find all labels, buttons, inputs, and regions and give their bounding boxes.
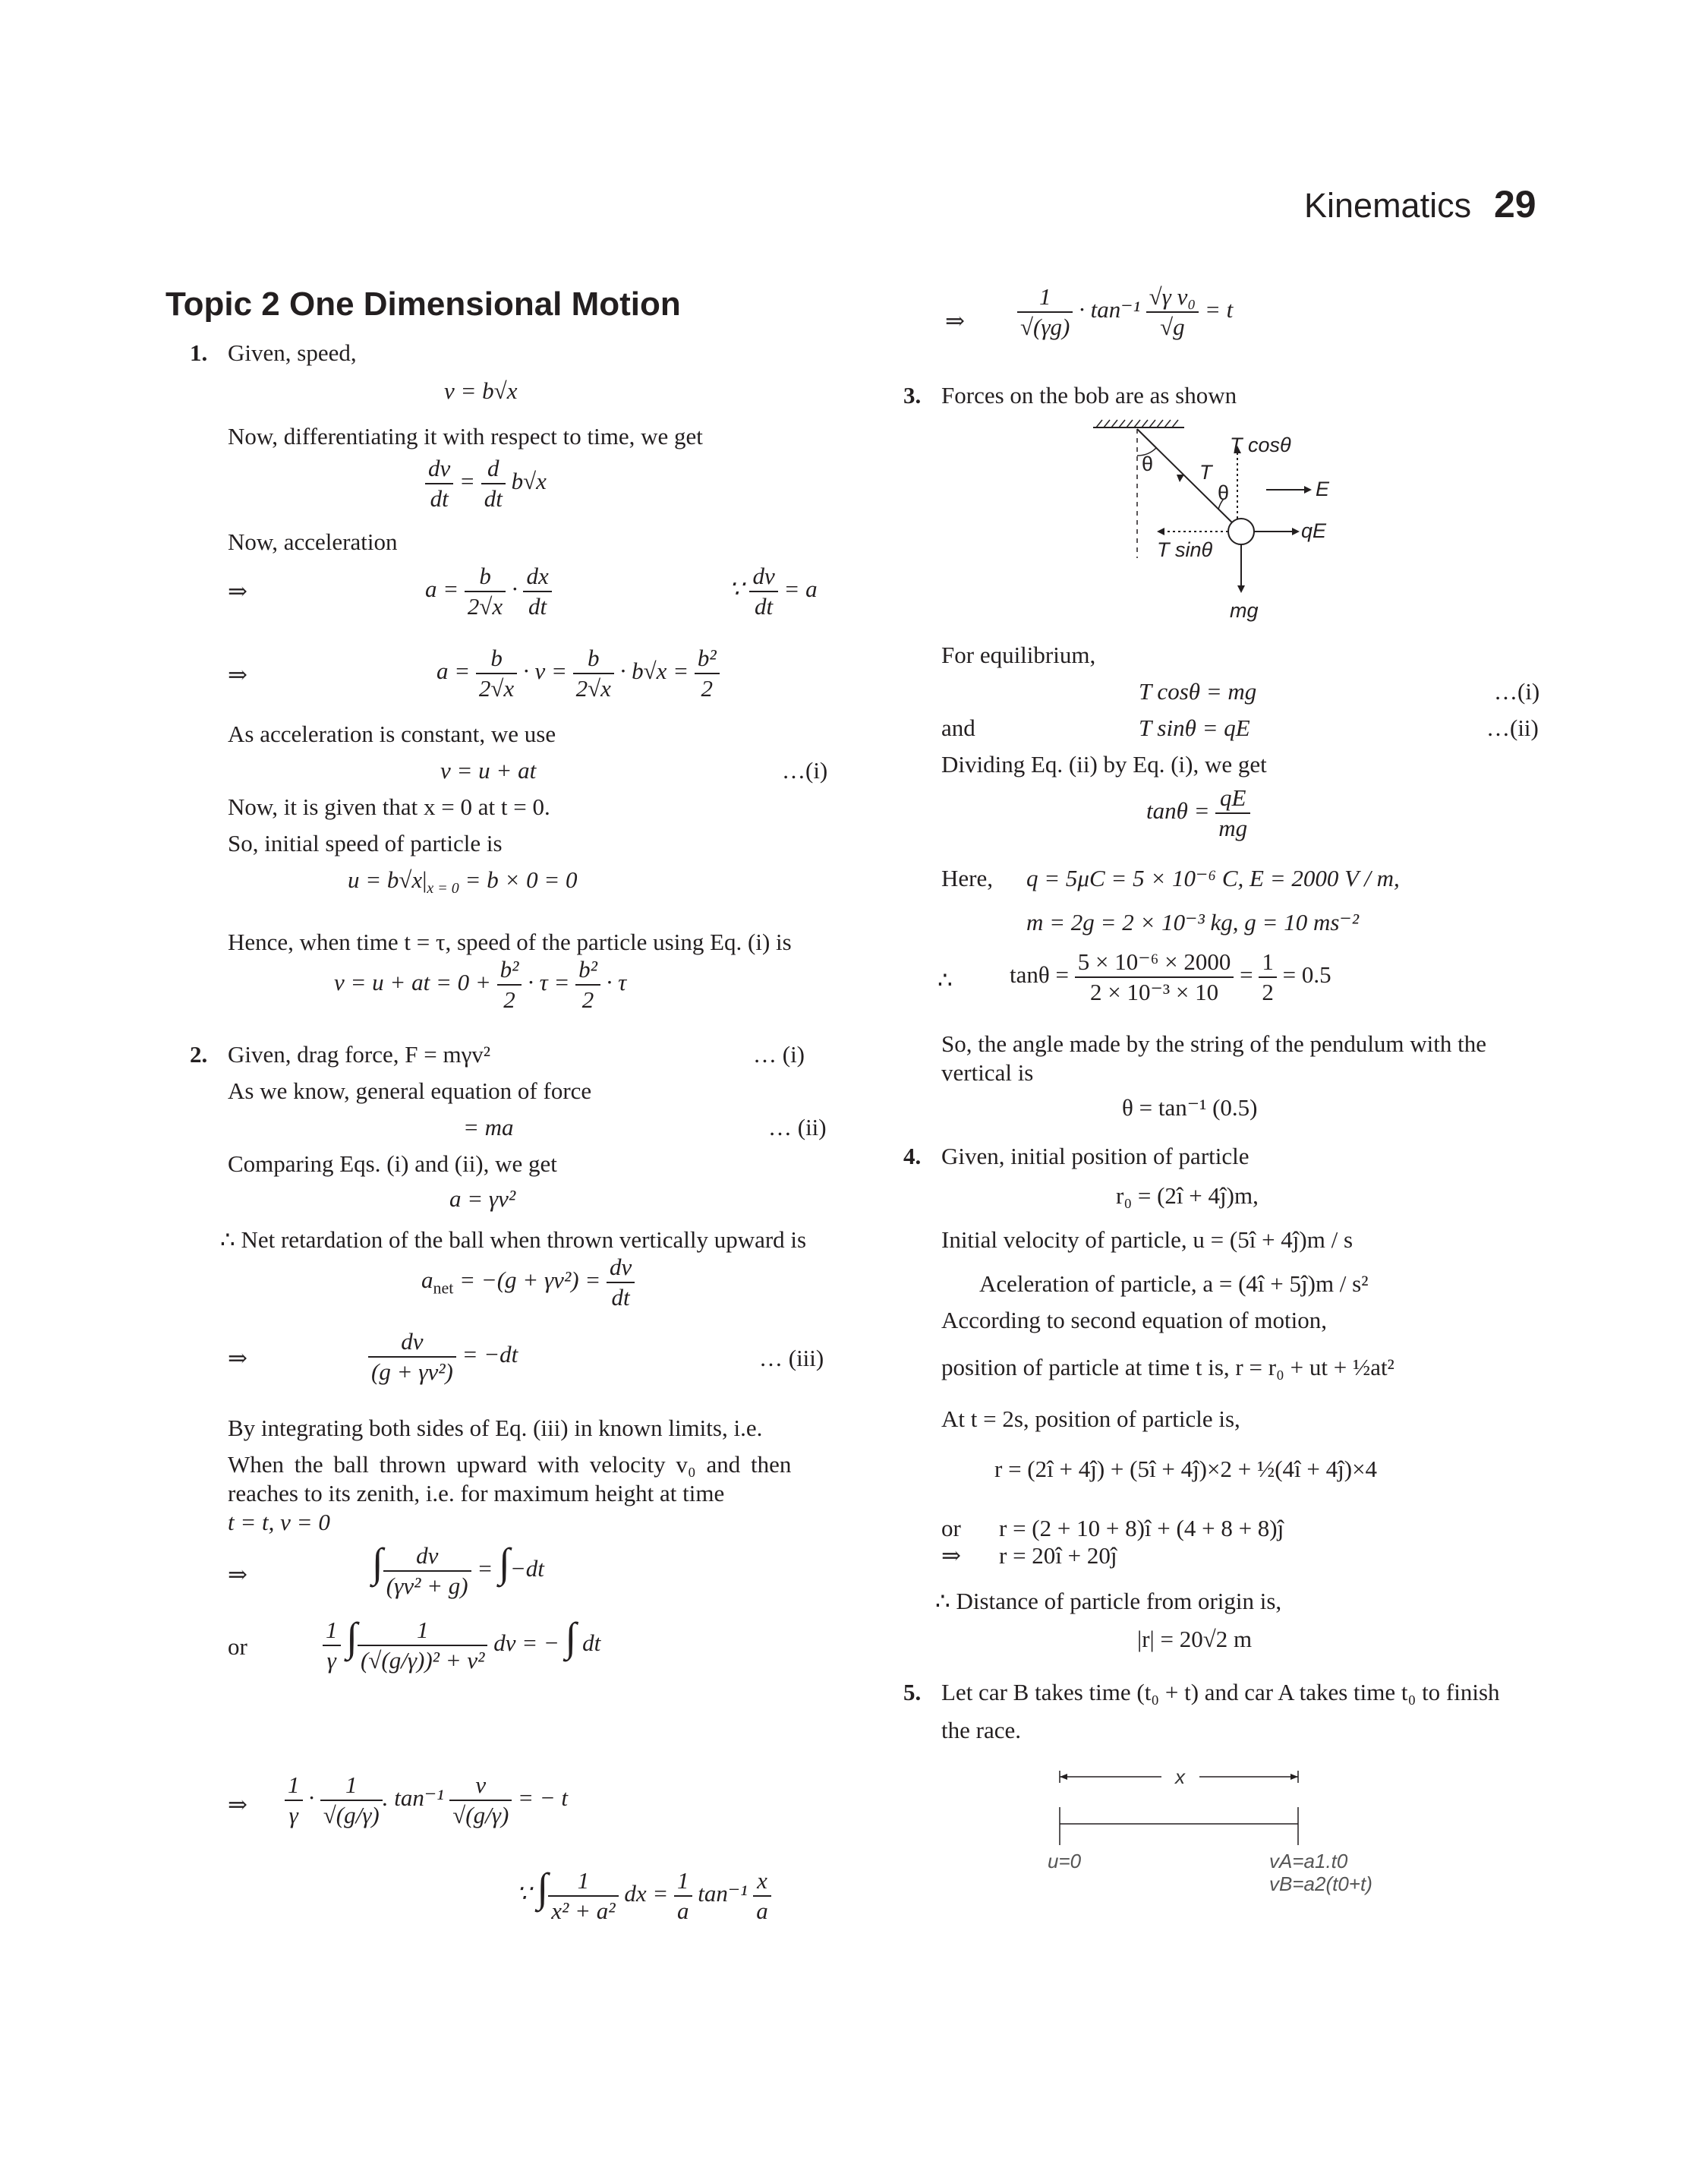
q1-eq-a1-reason: ∵ $\frac{dv}{dt}$ = a [729, 563, 818, 620]
q3-here-label: Here, [941, 865, 993, 891]
q2-intro-tag: … (i) [753, 1041, 805, 1068]
q2-intro: Given, drag force, F = mγv² [228, 1041, 491, 1068]
q1-eq-v-tag: …(i) [782, 757, 828, 784]
implies-symbol: ⇒ [228, 661, 247, 688]
implies-symbol: ⇒ [228, 1345, 247, 1371]
q2-know-text: As we know, general equation of force [228, 1077, 592, 1104]
page-number: 29 [1494, 183, 1536, 226]
pendulum-diagram [1078, 414, 1382, 626]
q5-text-1: Let car B takes time (t₀ + t) and car A takes time t₀ to finish [941, 1679, 1500, 1705]
diagram-label-qe: qE [1301, 519, 1327, 542]
q2-or-label: or [228, 1633, 247, 1660]
q1-const-text: As acceleration is constant, we use [228, 721, 556, 747]
q1-diff-text: Now, differentiating it with respect to time, we get [228, 423, 703, 450]
q1-init-text: So, initial speed of particle is [228, 830, 503, 856]
q2-integrate-text: By integrating both sides of Eq. (iii) in known limits, i.e. [228, 1415, 763, 1441]
diagram-label-tcos: T cosθ [1230, 434, 1291, 456]
diagram-label-theta-top: θ [1142, 453, 1154, 475]
implies-symbol: ⇒ [228, 1561, 247, 1588]
implies-symbol: ⇒ [945, 308, 965, 334]
topic-heading: Topic 2 One Dimensional Motion [165, 285, 681, 323]
q1-number: 1. [190, 339, 208, 366]
q4-vel-text: Initial velocity of particle, u = (5î + 4ĵ)m / s [941, 1226, 1353, 1253]
q3-eq1: T cosθ = mg [1139, 678, 1257, 705]
q2-eq-tan: $\frac{1}{\gamma}$ · $\frac{1}{√(g/\gamma)}$ . tan⁻¹ $\frac{v}{√(g/\gamma)}$ = − t [285, 1771, 568, 1830]
q1-given-text: Now, it is given that x = 0 at t = 0. [228, 793, 550, 820]
q2-eq-int2: $\frac{1}{\gamma}$ ∫ $\frac{1}{\text{(√(g/γ))² + v²}}$ dv = − ∫ dt [323, 1616, 600, 1675]
q2-when-text-1: When the ball thrown upward with velocity v₀ and then [228, 1451, 792, 1478]
q4-pos-text: position of particle at time t is, r = r₀ + ut + ½at² [941, 1354, 1394, 1380]
q3-divide-text: Dividing Eq. (ii) by Eq. (i), we get [941, 751, 1267, 778]
q3-eq2: T sinθ = qE [1139, 715, 1250, 741]
q4-at-text: At t = 2s, position of particle is, [941, 1405, 1240, 1432]
q1-accel-text: Now, acceleration [228, 528, 398, 555]
q1-eq-a2: a = $\frac{b}{2√x}$ · v = $\frac{b}{2√x}$ · b√x = $\frac{\text{b²}}{2}$ [436, 644, 720, 703]
q3-eq-calc: tanθ = $\frac{\text{5 × 10⁻⁶ × 2000}}{\text{2 × 10⁻³ × 10}}$ = $\frac{1}{2}$ = 0.5 [1010, 948, 1331, 1005]
q4-implies: ⇒ [941, 1542, 961, 1569]
diagram-label-theta-mid: θ [1218, 481, 1230, 504]
q2-final-eq: $\frac{1}{√(\gamma g)}$ · tan⁻¹ $\frac{\text{√γ v₀}}{√g}$ = t [1017, 282, 1233, 342]
q1-intro: Given, speed, [228, 339, 357, 366]
race-label-va: vA=a1.t0 [1269, 1850, 1348, 1872]
q4-second-text: According to second equation of motion, [941, 1307, 1327, 1333]
race-label-u: u=0 [1048, 1850, 1082, 1872]
q1-eq-final: v = u + at = 0 + $\frac{\text{b²}}{2}$ · τ = $\frac{\text{b²}}{2}$ · τ [334, 956, 627, 1013]
q3-eq-tan: tanθ = $\frac{qE}{mg}$ [1146, 784, 1250, 843]
q4-number: 4. [903, 1143, 922, 1169]
q3-number: 3. [903, 382, 922, 409]
q2-net-text: ∴ Net retardation of the ball when thrown vertically upward is [220, 1226, 807, 1253]
q3-values-2: m = 2g = 2 × 10⁻³ kg, g = 10 ms⁻² [1026, 909, 1360, 935]
q2-number: 2. [190, 1041, 208, 1068]
q4-eq-dist: |r| = 20√2 m [1137, 1626, 1253, 1652]
q4-intro: Given, initial position of particle [941, 1143, 1249, 1169]
race-label-vb: vB=a2(t0+t) [1269, 1872, 1372, 1895]
q3-and-label: and [941, 715, 975, 741]
q3-eq1-tag: …(i) [1494, 678, 1540, 705]
q2-compare-text: Comparing Eqs. (i) and (ii), we get [228, 1150, 557, 1177]
q3-equil-text: For equilibrium, [941, 642, 1096, 668]
q4-eq-r: r = (2î + 4ĵ) + (5î + 4ĵ)×2 + ½(4î + 4ĵ)×4 [994, 1456, 1378, 1482]
q5-number: 5. [903, 1679, 922, 1705]
q2-eq-iii-tag: … (iii) [759, 1345, 824, 1371]
diagram-label-t: T [1199, 461, 1212, 484]
diagram-label-e: E [1316, 478, 1330, 500]
q3-therefore: ∴ [938, 967, 953, 993]
q1-eq-speed: v = b√x [444, 377, 518, 404]
race-label-x: x [1175, 1765, 1185, 1788]
race-diagram [1040, 1754, 1435, 1906]
q3-values-1: q = 5μC = 5 × 10⁻⁶ C, E = 2000 V / m, [1026, 865, 1400, 891]
q4-eq-r0: r₀ = (2î + 4ĵ)m, [1116, 1182, 1259, 1209]
q1-eq-v: v = u + at [440, 757, 537, 784]
q1-hence-text: Hence, when time t = τ, speed of the particle using Eq. (i) is [228, 929, 792, 955]
q2-when-text-3: t = t, v = 0 [228, 1509, 330, 1535]
q2-eq-iii: $\frac{dv}{\text{(g + γv²)}}$ = −dt [368, 1327, 518, 1386]
q3-intro: Forces on the bob are as shown [941, 382, 1237, 409]
q4-eq-r2: r = (2 + 10 + 8)î + (4 + 8 + 8)ĵ [999, 1515, 1284, 1541]
q2-eq-ma: = ma [463, 1114, 514, 1140]
implies-symbol: ⇒ [228, 578, 247, 604]
q3-eq2-tag: …(ii) [1486, 715, 1539, 741]
q3-angle-text-1: So, the angle made by the string of the pendulum with the [941, 1030, 1487, 1057]
q2-eq-std: ∵ ∫ $\frac{1}{\text{x² + a²}}$ dx = $\frac{1}{a}$ tan⁻¹ $\frac{x}{a}$ [516, 1866, 771, 1926]
q3-eq-theta: θ = tan⁻¹ (0.5) [1122, 1094, 1258, 1121]
implies-symbol: ⇒ [228, 1791, 247, 1818]
q2-eq-int1: ∫ $\frac{dv}{\text{(γv² + g)}}$ = ∫−dt [372, 1540, 544, 1599]
q2-when-text-2: reaches to its zenith, i.e. for maximum height at time [228, 1480, 725, 1506]
q2-eq-a: a = γv² [449, 1185, 516, 1212]
diagram-label-mg: mg [1230, 599, 1259, 622]
q4-dist-text: ∴ Distance of particle from origin is, [935, 1588, 1282, 1614]
q4-eq-r3: r = 20î + 20ĵ [999, 1542, 1117, 1569]
q2-eq-ma-tag: … (ii) [768, 1114, 827, 1140]
chapter-title: Kinematics [1304, 186, 1472, 225]
diagram-label-tsin: T sinθ [1157, 538, 1213, 561]
q2-eq-anet: $a_{net} = -(g + \gamma v^2)$ = $\frac{dv}{dt}$ [421, 1253, 635, 1312]
q4-or-label: or [941, 1515, 961, 1541]
running-header [1304, 186, 1471, 226]
q1-eq-u: $u = b√x|_{x = 0} = b \times 0 = 0$ [348, 866, 578, 897]
q1-eq-a1: a = $\frac{b}{2√x}$ · $\frac{dx}{dt}$ [425, 562, 552, 621]
q5-text-2: the race. [941, 1717, 1021, 1743]
q1-eq-dvdt: $\frac{dv}{dt}$ = $\frac{d}{dt}$ b√x [425, 454, 547, 513]
q3-angle-text-2: vertical is [941, 1059, 1034, 1086]
q4-acc-text: Aceleration of particle, a = (4î + 5ĵ)m / s² [979, 1270, 1369, 1297]
